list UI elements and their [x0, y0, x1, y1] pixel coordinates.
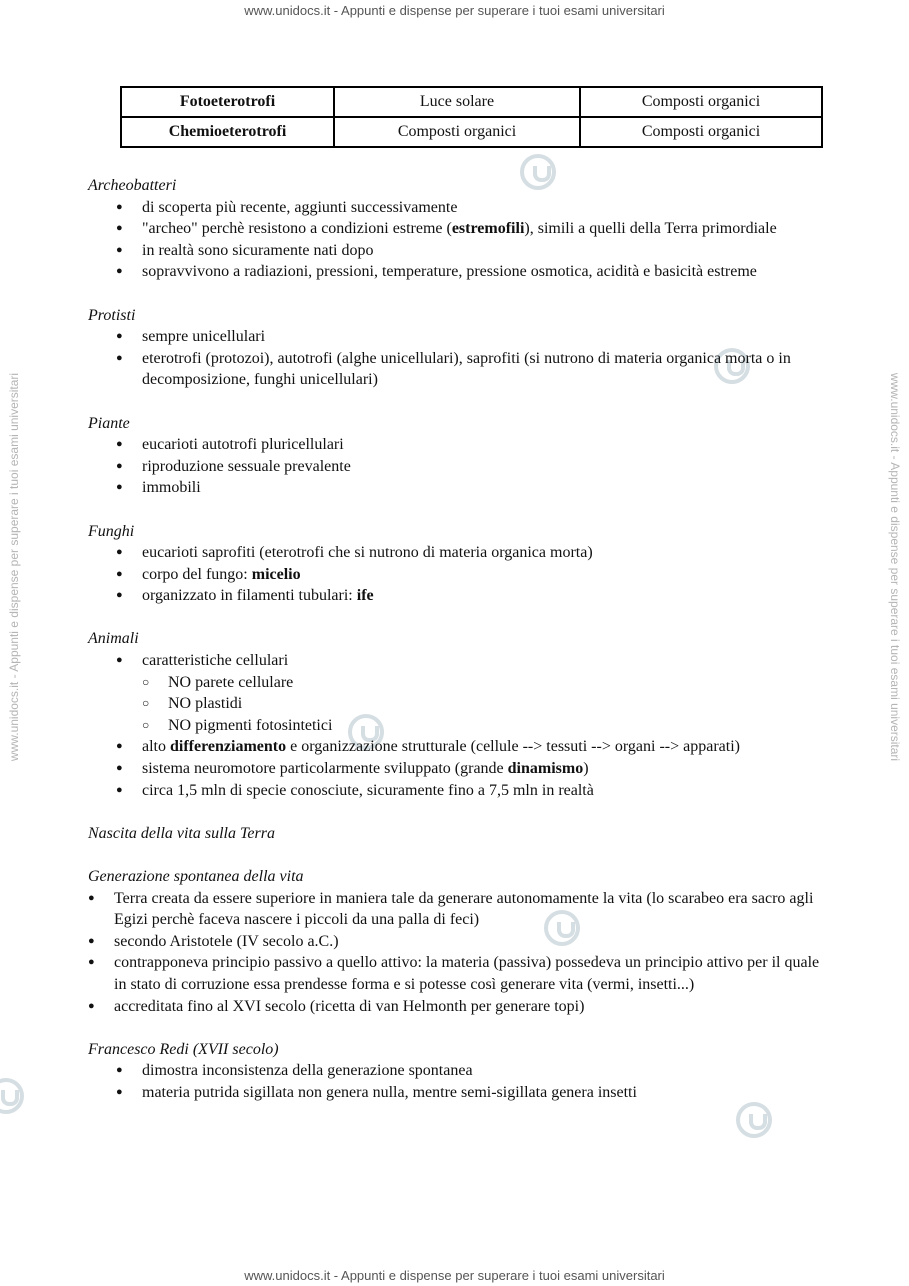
table-row: [121, 117, 822, 147]
list-item: ● organizzato in filamenti tubulari: ife: [116, 585, 828, 607]
list-item: ● eucarioti saprofiti (eterotrofi che si nutrono di materia organica morta): [116, 542, 828, 564]
unidocs-logo-icon: [0, 1078, 24, 1114]
list-animali: [116, 650, 828, 801]
list-item: ● eucarioti autotrofi pluricellulari: [116, 434, 828, 456]
heading-archeobatteri: Archeobatteri: [88, 177, 177, 194]
list-item: ● contrapponeva principio passivo a quello attivo: la materia (passiva) possedeva un principio attivo per il quale in stato di corruzione essa prendesse forma e si potesse così generare vita (vermi, insetti...): [88, 952, 828, 995]
list-item: ● accreditata fino al XVI secolo (ricetta di van Helmonth per generare topi): [88, 996, 828, 1018]
list-item: ● secondo Aristotele (IV secolo a.C.): [88, 931, 828, 953]
watermark-right: www.unidocs.it - Appunti e dispense per superare i tuoi esami universitari: [888, 372, 902, 762]
heading-protisti: Protisti: [88, 306, 136, 324]
list-generazione: [88, 888, 828, 1018]
list-item: ● sopravvivono a radiazioni, pressioni, temperature, pressione osmotica, acidità e basicità estreme: [116, 261, 828, 283]
watermark-bottom: www.unidocs.it - Appunti e dispense per superare i tuoi esami universitari: [244, 1268, 665, 1283]
watermark-left: www.unidocs.it - Appunti e dispense per superare i tuoi esami universitari: [7, 372, 21, 762]
table-row: [121, 87, 822, 117]
heading-piante: Piante: [88, 414, 130, 432]
table-cell: Luce solare: [334, 87, 580, 117]
watermark-top: www.unidocs.it - Appunti e dispense per superare i tuoi esami universitari: [244, 3, 665, 18]
table-cell: Composti organici: [334, 117, 580, 147]
heading-generazione: Generazione spontanea della vita: [88, 868, 304, 885]
list-item: ● riproduzione sessuale prevalente: [116, 456, 828, 478]
list-archeobatteri: [116, 197, 828, 283]
list-item: ● "archeo" perchè resistono a condizioni estreme (estremofili), simili a quelli della Terra primordiale: [116, 218, 828, 240]
list-item: ● sempre unicellulari: [116, 326, 828, 348]
list-item: ● corpo del fungo: micelio: [116, 564, 828, 586]
sub-list-item: ○ NO parete cellulare: [142, 672, 828, 694]
table-cell: Composti organici: [580, 87, 822, 117]
heading-animali: Animali: [88, 630, 139, 648]
list-item: ● sistema neuromotore particolarmente sviluppato (grande dinamismo): [116, 758, 828, 780]
heading-redi: Francesco Redi (XVII secolo): [88, 1040, 279, 1058]
table-cell: Composti organici: [580, 117, 822, 147]
list-item: ● circa 1,5 mln di specie conosciute, sicuramente fino a 7,5 mln in realtà: [116, 780, 828, 802]
list-item: ● alto differenziamento e organizzazione strutturale (cellule --> tessuti --> organi --> apparati): [116, 736, 828, 758]
heading-funghi: Funghi: [88, 522, 135, 540]
list-protisti: [116, 326, 828, 391]
list-item: ● Terra creata da essere superiore in maniera tale da generare autonomamente la vita (lo scarabeo era sacro agli Egizi perchè faceva nascere i piccoli da una palla di feci): [88, 888, 828, 931]
table-cell: Chemioeterotrofi: [121, 117, 334, 147]
sublist-cellular: [142, 672, 828, 737]
sub-list-item: ○ NO pigmenti fotosintetici: [142, 715, 828, 737]
heading-nascita: Nascita della vita sulla Terra: [88, 824, 275, 842]
list-item: ● eterotrofi (protozoi), autotrofi (alghe unicellulari), saprofiti (si nutrono di materia organica morta o in decomposizione, funghi unicellulari): [116, 348, 828, 391]
list-item: ● immobili: [116, 477, 828, 499]
organism-table: [120, 86, 823, 148]
list-piante: [116, 434, 828, 499]
list-item: ● materia putrida sigillata non genera nulla, mentre semi-sigillata genera insetti: [116, 1082, 828, 1104]
list-item: ● dimostra inconsistenza della generazione spontanea: [116, 1060, 828, 1082]
sub-list-item: ○ NO plastidi: [142, 693, 828, 715]
list-redi: [116, 1060, 828, 1103]
document-body: [88, 175, 828, 1104]
table-cell: Fotoeterotrofi: [121, 87, 334, 117]
list-item: ● in realtà sono sicuramente nati dopo: [116, 240, 828, 262]
list-funghi: [116, 542, 828, 607]
list-item: ● caratteristiche cellulari ○ NO parete cellulare ○ NO plastidi ○ NO pigmenti fotosintetici: [116, 650, 828, 736]
list-item: ● di scoperta più recente, aggiunti successivamente: [116, 197, 828, 219]
unidocs-logo-icon: [736, 1102, 772, 1138]
